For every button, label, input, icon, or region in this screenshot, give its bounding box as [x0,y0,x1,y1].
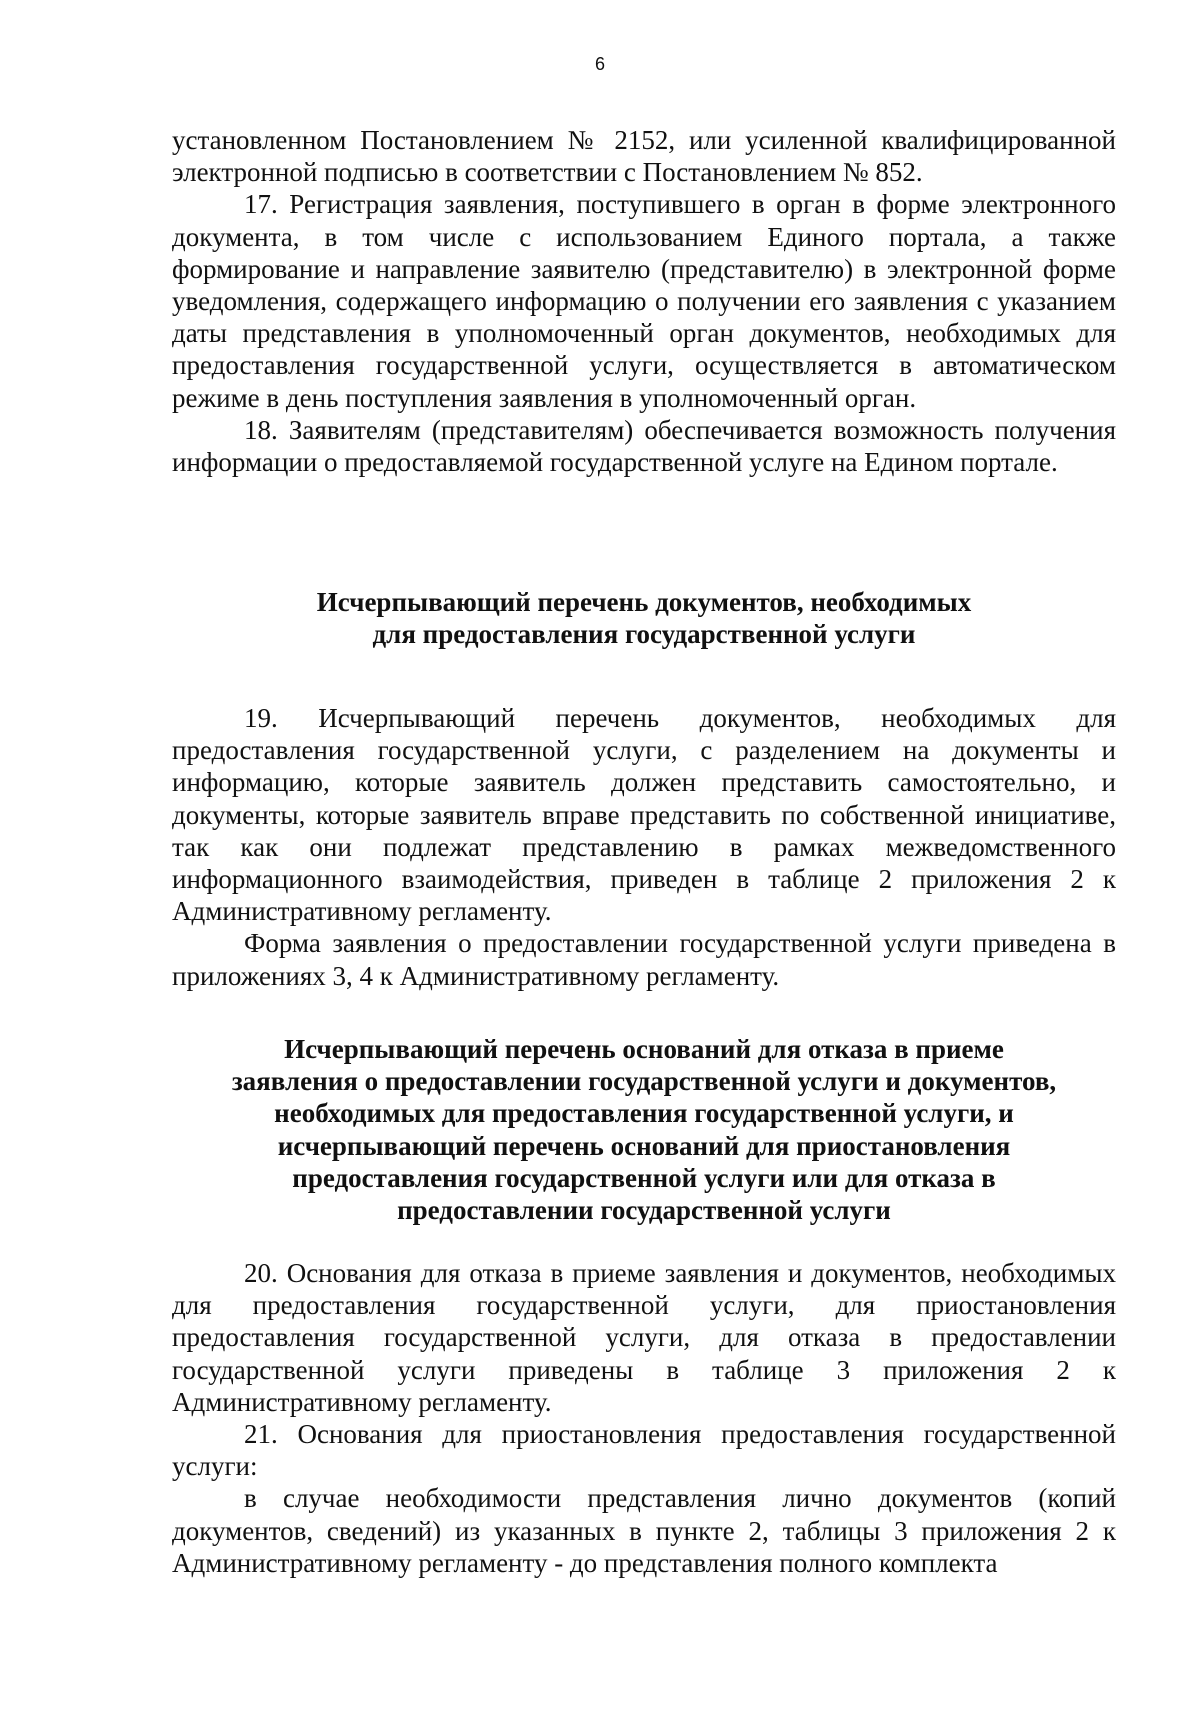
text-block-top [172,124,1116,478]
heading-line: необходимых для предоставления государственной услуги, и [274,1098,1014,1129]
heading-line: предоставления государственной услуги или для отказа в [292,1162,996,1193]
heading-line: Исчерпывающий перечень документов, необходимых [316,587,972,617]
text-block-bottom [172,1257,1116,1579]
section-heading-documents [172,586,1116,650]
paragraph-21: 21. Основания для приостановления предоставления государственной услуги: [172,1419,1116,1482]
section-heading-refusal [172,1033,1116,1226]
heading-line: для предоставления государственной услуги [372,619,916,650]
paragraph-20: 20. Основания для отказа в приеме заявления и документов, необходимых для предоставления государственной услуги, для приостановления предоставления государственной услуги, для отказа в предоставлении государственной услуги приведены в таблице 3 приложения 2 к Административному регламенту. [172,1258,1116,1417]
page-number: 6 [594,54,605,74]
paragraph-form: Форма заявления о предоставлении государственной услуги приведена в приложениях 3, 4 к Административному регламенту. [172,928,1116,991]
paragraph-continuation: установленном Постановлением № 2152, или усиленной квалифицированной электронной подписью в соответствии с Постановлением № 852. [172,125,1116,188]
paragraph-19: 19. Исчерпывающий перечень документов, необходимых для предоставления государственной услуги, с разделением на документы и информацию, которые заявитель должен представить самостоятельно, и документы, которые заявитель вправе представить по собственной инициативе, так как они подлежат представлению в рамках межведомственного информационного взаимодействия, приведен в таблице 2 приложения 2 к Административному регламенту. [172,703,1116,927]
heading-line: предоставлении государственной услуги [397,1195,891,1226]
paragraph-18: 18. Заявителям (представителям) обеспечивается возможность получения информации о предоставляемой государственной услуге на Едином портале. [172,414,1116,478]
paragraph-21-item: в случае необходимости представления лично документов (копий документов, сведений) из указанных в пункте 2, таблицы 3 приложения 2 к Административному регламенту - до представления полного комплекта [172,1483,1116,1578]
heading-line: Исчерпывающий перечень оснований для отказа в приеме [284,1034,1004,1064]
text-block-middle [172,702,1116,992]
paragraph-17: 17. Регистрация заявления, поступившего в орган в форме электронного документа, в том числе с использованием Единого портала, а также формирование и направление заявителю (представителю) в электронной форме уведомления, содержащего информацию о получении его заявления с указанием даты представления в уполномоченный орган документов, необходимых для предоставления государственной услуги, осуществляется в автоматическом режиме в день поступления заявления в уполномоченный орган. [172,189,1116,413]
heading-line: исчерпывающий перечень оснований для приостановления [277,1130,1011,1161]
heading-line: заявления о предоставлении государственной услуги и документов, [231,1066,1057,1097]
